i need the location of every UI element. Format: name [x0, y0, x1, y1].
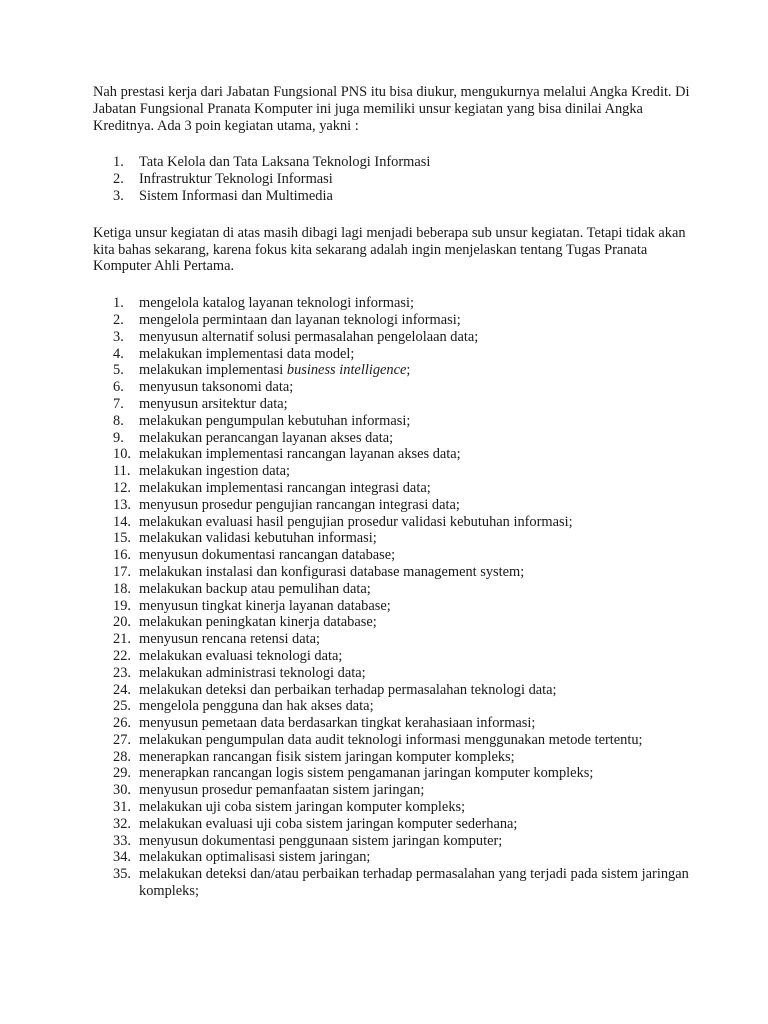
intro-paragraph: Nah prestasi kerja dari Jabatan Fungsional PNS itu bisa diukur, mengukurnya melalui Angka Kredit. Di Jabatan Fungsional Pranata Komputer ini juga memiliki unsur kegiatan yang bisa dinilai Angka Kreditnya. Ada 3 poin kegiatan utama, yakni :	[93, 84, 690, 134]
list-item-text: Infrastruktur Teknologi Informasi	[139, 171, 333, 188]
task-number: 3.	[113, 328, 124, 345]
task-number: 16.	[113, 547, 131, 564]
tasks-list	[93, 295, 693, 900]
task-number: 18.	[113, 580, 131, 597]
task-item	[93, 598, 693, 615]
task-number: 9.	[113, 429, 124, 446]
task-number: 17.	[113, 563, 131, 580]
task-number: 27.	[113, 731, 131, 748]
task-number: 31.	[113, 799, 131, 816]
task-number: 22.	[113, 647, 131, 664]
task-number: 1.	[113, 295, 124, 312]
task-text: menyusun alternatif solusi permasalahan pengelolaan data;	[139, 328, 479, 345]
task-number: 15.	[113, 530, 131, 547]
task-item	[93, 497, 693, 514]
task-text: melakukan evaluasi teknologi data;	[139, 647, 343, 664]
task-item	[93, 816, 693, 833]
task-text: menyusun prosedur pengujian rancangan integrasi data;	[139, 496, 460, 513]
task-text-italic: business intelligence	[286, 362, 407, 379]
task-text: melakukan instalasi dan konfigurasi database management system;	[139, 563, 525, 580]
list-item	[93, 188, 693, 205]
task-text: melakukan deteksi dan/atau perbaikan terhadap permasalahan yang terjadi pada sistem jaringan kompleks;	[139, 866, 689, 900]
body-paragraph: Ketiga unsur kegiatan di atas masih dibagi lagi menjadi beberapa sub unsur kegiatan. Tetapi tidak akan kita bahas sekarang, karena fokus kita sekarang adalah ingin menjelaskan tentang Tugas Pranata Komputer Ahli Pertama.	[93, 224, 686, 275]
task-text: melakukan pengumpulan data audit teknologi informasi menggunakan metode tertentu;	[139, 731, 643, 748]
task-text-part: melakukan implementasi	[139, 362, 287, 379]
task-text: menyusun dokumentasi penggunaan sistem jaringan komputer;	[139, 832, 503, 849]
task-item	[93, 295, 693, 312]
task-number: 25.	[113, 698, 131, 715]
task-item	[93, 698, 693, 715]
list-item-number: 1.	[113, 154, 124, 171]
task-text: melakukan pengumpulan kebutuhan informasi;	[139, 412, 411, 429]
task-text: menyusun dokumentasi rancangan database;	[139, 547, 396, 564]
list-item-number: 3.	[113, 187, 124, 204]
task-number: 24.	[113, 681, 131, 698]
task-number: 13.	[113, 496, 131, 513]
task-item	[93, 547, 693, 564]
task-text: menyusun prosedur pemanfaatan sistem jaringan;	[139, 782, 425, 799]
task-item	[93, 480, 693, 497]
task-item	[93, 446, 693, 463]
task-item	[93, 866, 693, 900]
task-item	[93, 665, 693, 682]
list-item-number: 2.	[113, 171, 124, 188]
task-number: 26.	[113, 715, 131, 732]
task-text: melakukan administrasi teknologi data;	[139, 664, 366, 681]
task-number: 33.	[113, 832, 131, 849]
task-number: 5.	[113, 362, 124, 379]
task-number: 21.	[113, 631, 131, 648]
task-text: melakukan implementasi rancangan layanan akses data;	[139, 446, 461, 463]
document-page	[93, 84, 693, 900]
list-item-text: Sistem Informasi dan Multimedia	[139, 187, 333, 204]
task-text: menyusun rencana retensi data;	[139, 631, 321, 648]
task-text: menerapkan rancangan logis sistem pengamanan jaringan komputer kompleks;	[139, 765, 594, 782]
task-text: melakukan optimalisasi sistem jaringan;	[139, 849, 371, 866]
list-item	[93, 171, 693, 188]
task-text: melakukan deteksi dan perbaikan terhadap permasalahan teknologi data;	[139, 681, 557, 698]
task-text: melakukan evaluasi hasil pengujian prosedur validasi kebutuhan informasi;	[139, 513, 573, 530]
task-item	[93, 379, 693, 396]
task-text: menyusun pemetaan data berdasarkan tingkat kerahasiaan informasi;	[139, 715, 536, 732]
task-number: 14.	[113, 513, 131, 530]
task-item	[93, 362, 693, 379]
task-item	[93, 732, 693, 749]
task-item	[93, 413, 693, 430]
task-text: melakukan evaluasi uji coba sistem jaringan komputer sederhana;	[139, 815, 518, 832]
task-item	[93, 715, 693, 732]
task-text-part: ;	[406, 362, 411, 379]
task-item	[93, 463, 693, 480]
task-number: 12.	[113, 479, 131, 496]
task-text: melakukan uji coba sistem jaringan komputer kompleks;	[139, 799, 466, 816]
task-item	[93, 765, 693, 782]
task-number: 6.	[113, 379, 124, 396]
task-item	[93, 631, 693, 648]
task-item	[93, 329, 693, 346]
task-text	[139, 362, 693, 379]
task-text: melakukan peningkatan kinerja database;	[139, 614, 377, 631]
task-item	[93, 682, 693, 699]
task-number: 4.	[113, 345, 124, 362]
task-item	[93, 564, 693, 581]
task-text: melakukan perancangan layanan akses data;	[139, 429, 394, 446]
task-number: 19.	[113, 597, 131, 614]
task-item	[93, 648, 693, 665]
task-number: 2.	[113, 311, 124, 328]
task-item	[93, 514, 693, 531]
task-number: 28.	[113, 748, 131, 765]
list-item	[93, 154, 693, 171]
task-number: 10.	[113, 446, 131, 463]
task-number: 11.	[113, 463, 131, 480]
task-item	[93, 799, 693, 816]
task-number: 34.	[113, 849, 131, 866]
task-text: mengelola pengguna dan hak akses data;	[139, 698, 374, 715]
task-text: melakukan validasi kebutuhan informasi;	[139, 530, 377, 547]
task-text: menyusun tingkat kinerja layanan database;	[139, 597, 391, 614]
task-number: 23.	[113, 664, 131, 681]
task-item	[93, 312, 693, 329]
task-text: mengelola permintaan dan layanan teknologi informasi;	[139, 311, 461, 328]
task-text: melakukan backup atau pemulihan data;	[139, 580, 371, 597]
task-number: 29.	[113, 765, 131, 782]
task-text: menyusun taksonomi data;	[139, 379, 294, 396]
task-text: melakukan implementasi rancangan integrasi data;	[139, 479, 431, 496]
task-text: melakukan implementasi data model;	[139, 345, 355, 362]
task-item	[93, 530, 693, 547]
task-number: 8.	[113, 412, 124, 429]
task-text: melakukan ingestion data;	[139, 463, 291, 480]
task-number: 20.	[113, 614, 131, 631]
task-item	[93, 581, 693, 598]
task-item	[93, 346, 693, 363]
task-number: 32.	[113, 815, 131, 832]
task-text: mengelola katalog layanan teknologi informasi;	[139, 295, 414, 312]
task-item	[93, 614, 693, 631]
task-item	[93, 833, 693, 850]
task-text: menerapkan rancangan fisik sistem jaringan komputer kompleks;	[139, 748, 515, 765]
task-item	[93, 430, 693, 447]
task-item	[93, 782, 693, 799]
task-item	[93, 396, 693, 413]
task-text: menyusun arsitektur data;	[139, 395, 288, 412]
task-number: 35.	[113, 866, 131, 883]
list-item-text: Tata Kelola dan Tata Laksana Teknologi Informasi	[139, 154, 431, 171]
main-activities-list	[93, 154, 693, 204]
task-number: 7.	[113, 395, 124, 412]
task-item	[93, 749, 693, 766]
task-item	[93, 849, 693, 866]
task-number: 30.	[113, 782, 131, 799]
